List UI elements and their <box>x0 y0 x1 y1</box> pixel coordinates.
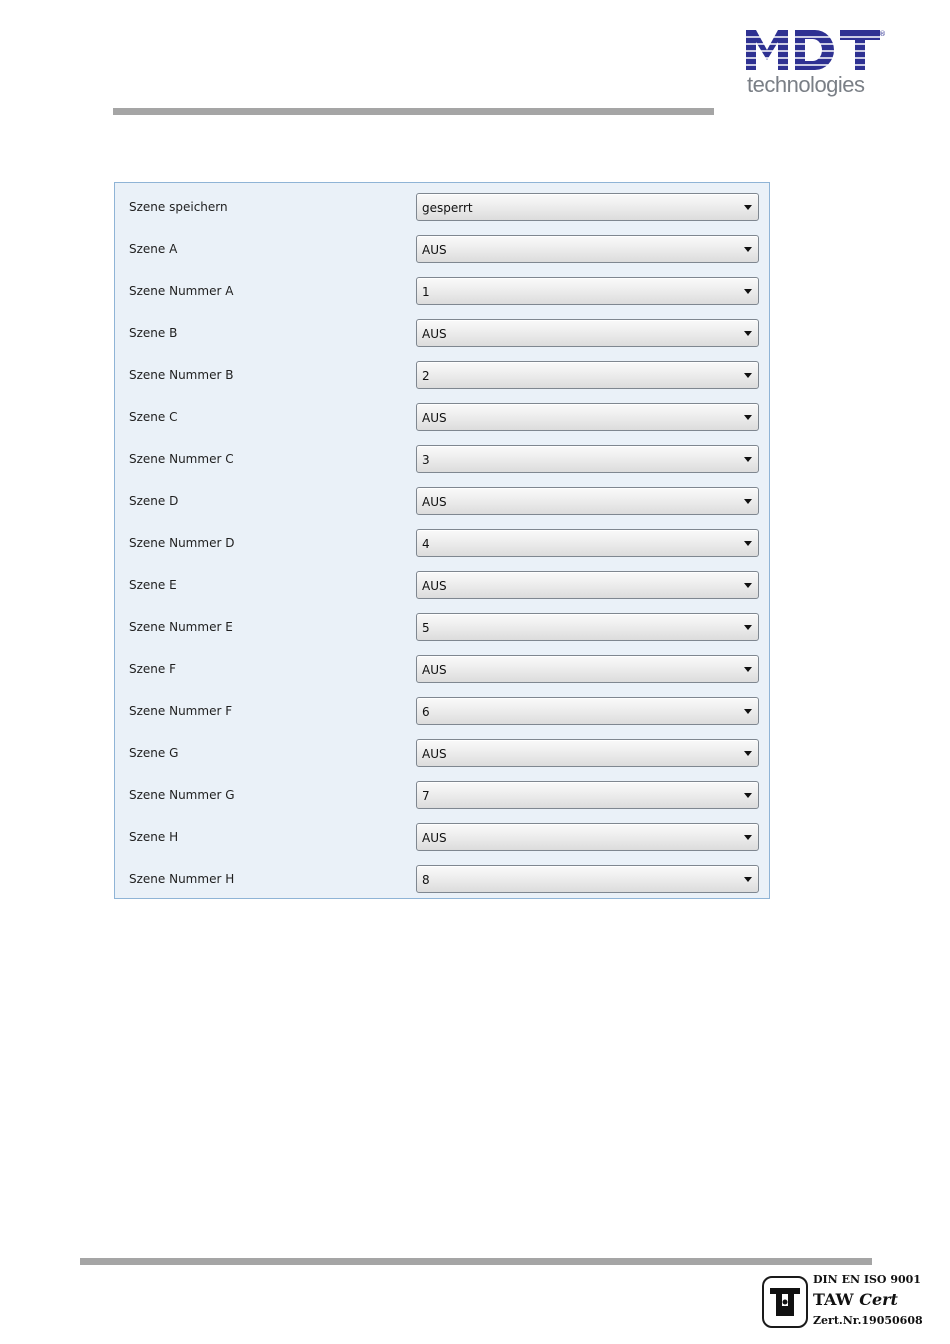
chevron-down-icon[interactable] <box>744 289 752 294</box>
chevron-down-icon[interactable] <box>744 331 752 336</box>
svg-text:®: ® <box>879 30 886 38</box>
setting-dropdown[interactable] <box>416 445 759 473</box>
setting-label: Szene Nummer D <box>129 536 235 550</box>
setting-label: Szene G <box>129 746 179 760</box>
footer-divider <box>80 1258 872 1265</box>
dropdown-value: 1 <box>422 285 430 299</box>
setting-dropdown[interactable] <box>416 781 759 809</box>
setting-row <box>115 575 769 605</box>
taw-cert-logo-icon <box>762 1276 808 1328</box>
setting-dropdown[interactable] <box>416 823 759 851</box>
dropdown-value: AUS <box>422 243 447 257</box>
setting-label: Szene E <box>129 578 177 592</box>
dropdown-value: 8 <box>422 873 430 887</box>
chevron-down-icon[interactable] <box>744 625 752 630</box>
setting-row <box>115 743 769 773</box>
chevron-down-icon[interactable] <box>744 457 752 462</box>
chevron-down-icon[interactable] <box>744 205 752 210</box>
setting-dropdown[interactable] <box>416 655 759 683</box>
setting-row <box>115 449 769 479</box>
certification-badge <box>760 1272 923 1332</box>
setting-label: Szene A <box>129 242 178 256</box>
chevron-down-icon[interactable] <box>744 877 752 882</box>
setting-dropdown[interactable] <box>416 529 759 557</box>
setting-dropdown[interactable] <box>416 571 759 599</box>
setting-dropdown[interactable] <box>416 361 759 389</box>
dropdown-value: AUS <box>422 579 447 593</box>
scene-settings-panel <box>114 182 770 899</box>
setting-dropdown[interactable] <box>416 865 759 893</box>
chevron-down-icon[interactable] <box>744 373 752 378</box>
setting-label: Szene Nummer E <box>129 620 233 634</box>
dropdown-value: AUS <box>422 411 447 425</box>
dropdown-value: gesperrt <box>422 201 473 215</box>
setting-label: Szene Nummer F <box>129 704 233 718</box>
setting-dropdown[interactable] <box>416 613 759 641</box>
cert-body: TAW Cert <box>813 1290 898 1309</box>
setting-dropdown[interactable] <box>416 235 759 263</box>
setting-row <box>115 701 769 731</box>
dropdown-value: AUS <box>422 747 447 761</box>
cert-standard: DIN EN ISO 9001 <box>813 1273 921 1286</box>
setting-label: Szene F <box>129 662 177 676</box>
setting-label: Szene D <box>129 494 179 508</box>
setting-label: Szene H <box>129 830 179 844</box>
setting-label: Szene Nummer B <box>129 368 234 382</box>
setting-dropdown[interactable] <box>416 403 759 431</box>
cert-number: Zert.Nr.19050608 <box>813 1314 923 1327</box>
dropdown-value: 4 <box>422 537 430 551</box>
setting-label: Szene B <box>129 326 178 340</box>
dropdown-value: 3 <box>422 453 430 467</box>
setting-row <box>115 617 769 647</box>
chevron-down-icon[interactable] <box>744 751 752 756</box>
chevron-down-icon[interactable] <box>744 247 752 252</box>
setting-dropdown[interactable] <box>416 319 759 347</box>
chevron-down-icon[interactable] <box>744 793 752 798</box>
dropdown-value: 7 <box>422 789 430 803</box>
dropdown-value: AUS <box>422 327 447 341</box>
setting-dropdown[interactable] <box>416 697 759 725</box>
logo-subtitle: technologies <box>747 72 865 97</box>
dropdown-value: AUS <box>422 495 447 509</box>
setting-dropdown[interactable] <box>416 277 759 305</box>
setting-row <box>115 491 769 521</box>
setting-label: Szene Nummer H <box>129 872 235 886</box>
setting-row <box>115 239 769 269</box>
setting-label: Szene Nummer A <box>129 284 234 298</box>
header-divider <box>113 108 714 115</box>
chevron-down-icon[interactable] <box>744 709 752 714</box>
setting-row <box>115 869 769 899</box>
setting-label: Szene C <box>129 410 178 424</box>
setting-dropdown[interactable] <box>416 193 759 221</box>
setting-row <box>115 785 769 815</box>
chevron-down-icon[interactable] <box>744 541 752 546</box>
setting-dropdown[interactable] <box>416 487 759 515</box>
dropdown-value: 2 <box>422 369 430 383</box>
setting-row <box>115 659 769 689</box>
chevron-down-icon[interactable] <box>744 667 752 672</box>
dropdown-value: 5 <box>422 621 430 635</box>
dropdown-value: AUS <box>422 831 447 845</box>
setting-row <box>115 365 769 395</box>
setting-row <box>115 407 769 437</box>
setting-row <box>115 827 769 857</box>
chevron-down-icon[interactable] <box>744 583 752 588</box>
chevron-down-icon[interactable] <box>744 415 752 420</box>
setting-dropdown[interactable] <box>416 739 759 767</box>
setting-row <box>115 533 769 563</box>
setting-label: Szene speichern <box>129 200 228 214</box>
setting-label: Szene Nummer C <box>129 452 234 466</box>
dropdown-value: AUS <box>422 663 447 677</box>
chevron-down-icon[interactable] <box>744 499 752 504</box>
mdt-logo <box>745 28 890 100</box>
setting-row <box>115 281 769 311</box>
chevron-down-icon[interactable] <box>744 835 752 840</box>
setting-row <box>115 197 769 227</box>
mdt-logo-mark <box>745 28 890 74</box>
dropdown-value: 6 <box>422 705 430 719</box>
setting-row <box>115 323 769 353</box>
setting-label: Szene Nummer G <box>129 788 235 802</box>
